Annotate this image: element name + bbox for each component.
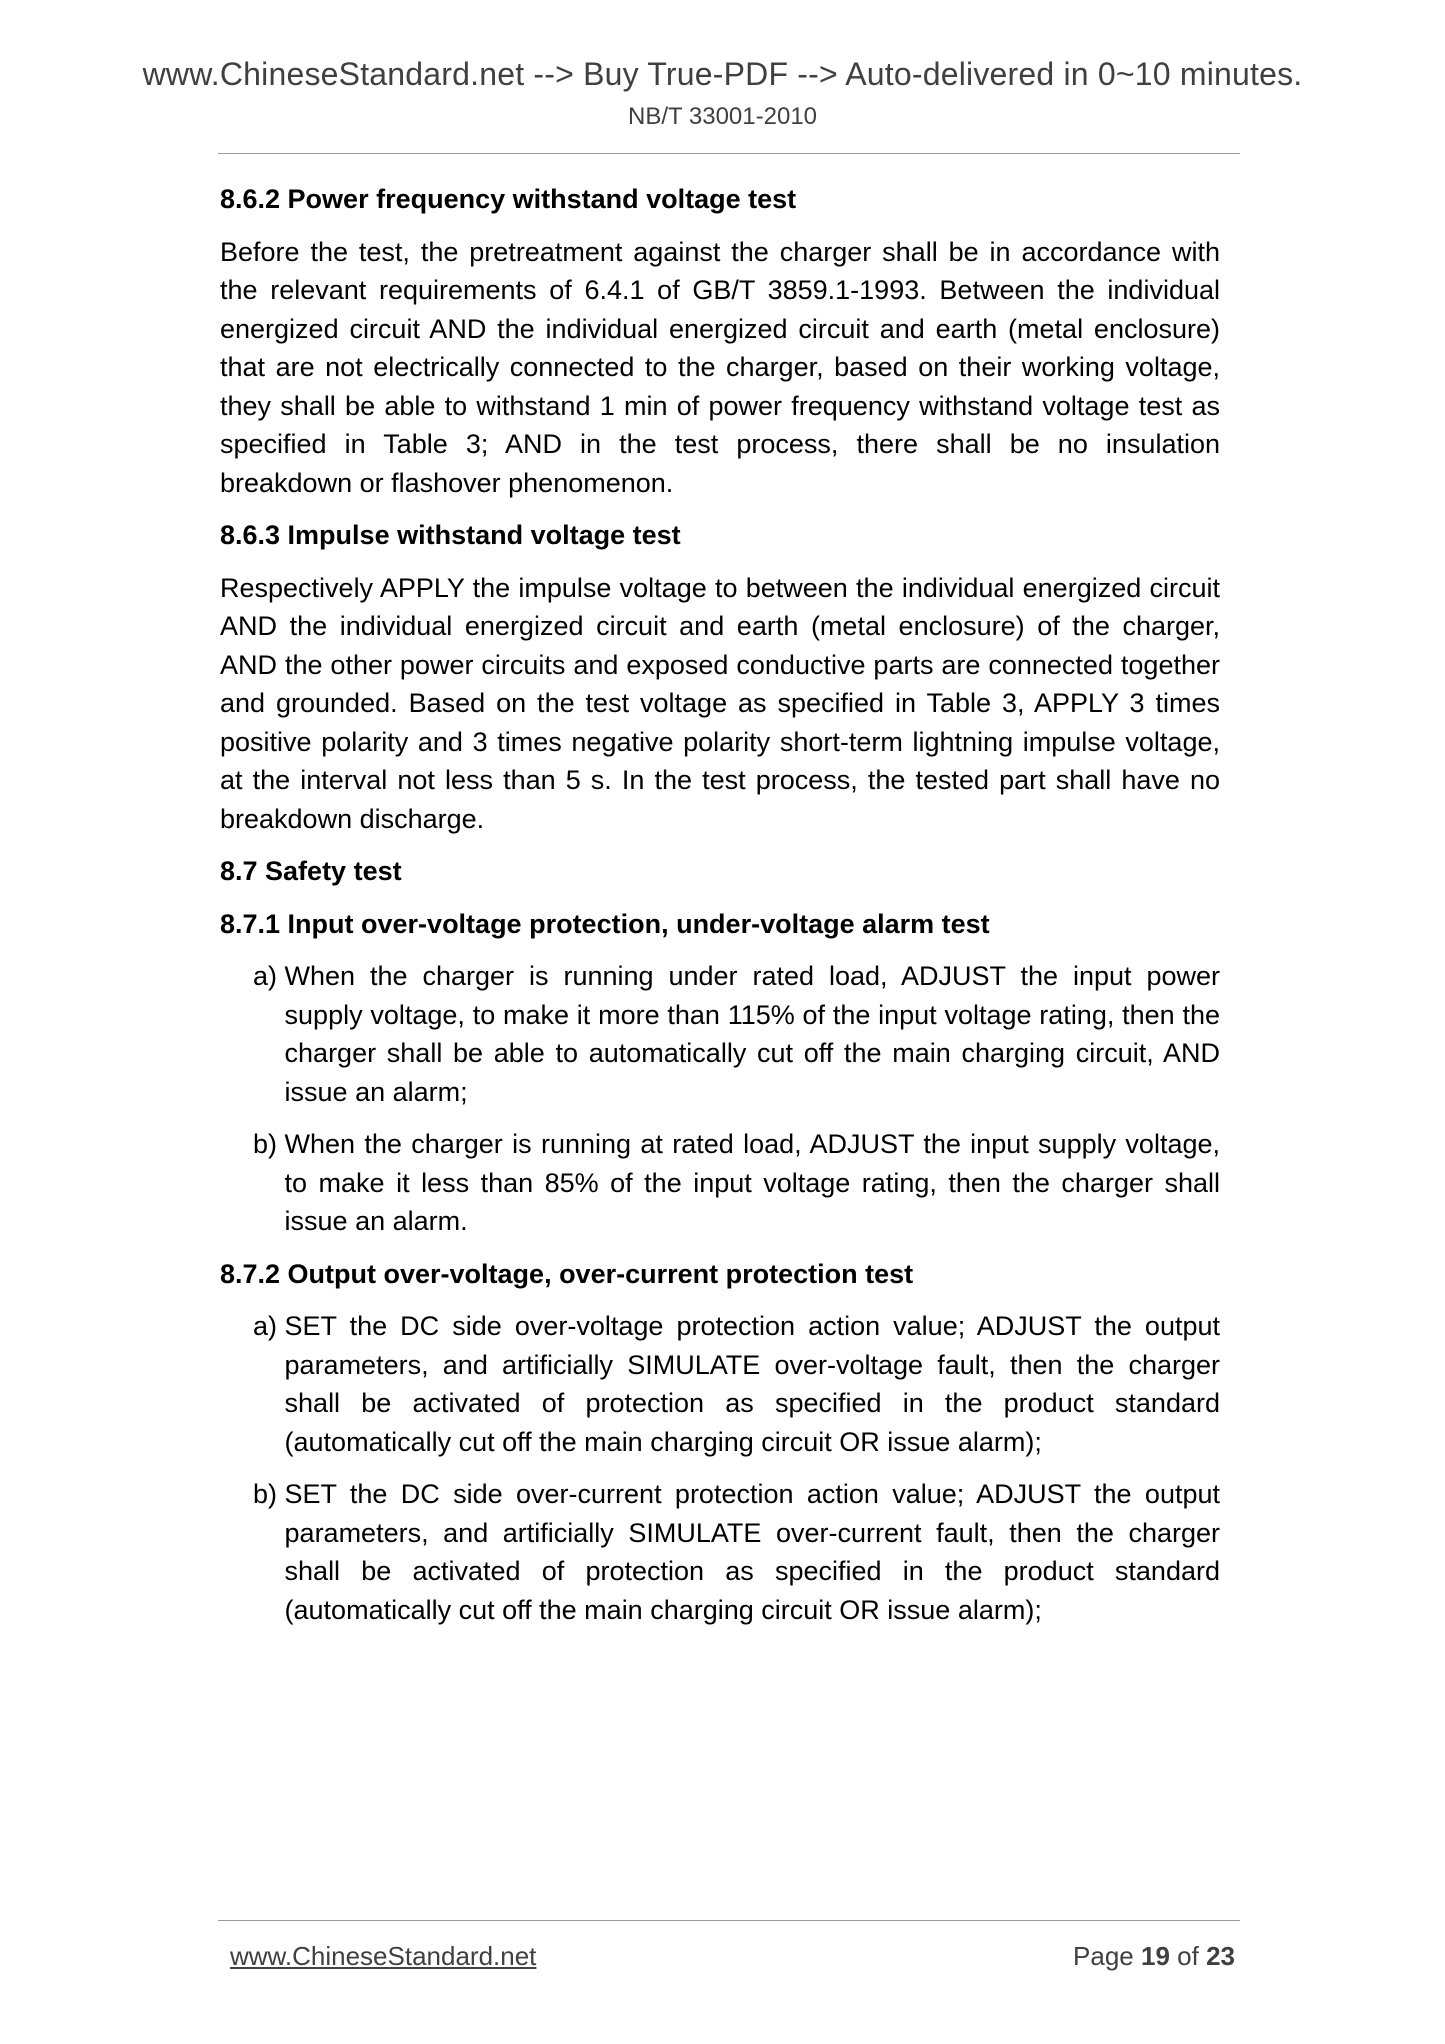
section-heading-8-7-2: 8.7.2 Output over-voltage, over-current protection test [220,1258,914,1289]
top-banner: www.ChineseStandard.net --> Buy True-PDF --> Auto-delivered in 0~10 minutes. [142,56,1303,92]
footer-divider [218,1920,1240,1921]
list-item-text: When the charger is running under rated load, ADJUST the input power supply voltage, to make it more than 115% of the input voltage rating, then the charger shall be able to automatically cut off the main charging circuit, AND issue an alarm; [284,961,1220,1107]
document-code: NB/T 33001-2010 [627,103,818,130]
list-marker: a) [253,961,278,991]
list-marker: b) [253,1129,278,1159]
section-heading-8-7: 8.7 Safety test [220,856,402,886]
page-current: 19 [1141,1941,1170,1971]
section-heading-8-6-2: 8.6.2 Power frequency withstand voltage test [220,184,797,214]
main-content [220,180,1220,1643]
page-total: 23 [1206,1941,1235,1971]
list-item [253,957,1220,1111]
list-item [253,1125,1220,1241]
page-of-word: of [1177,1941,1199,1971]
list-item [253,1475,1220,1629]
list-item-text: When the charger is running at rated load, ADJUST the input supply voltage, to make it less than 85% of the input voltage rating, then the charger shall issue an alarm. [284,1129,1220,1236]
list-item-text: SET the DC side over-current protection action value; ADJUST the output parameters, and artificially SIMULATE over-current fault, then the charger shall be activated of protection as specified in the product standard (automatically cut off the main charging circuit OR issue alarm); [284,1479,1220,1625]
footer-site-link[interactable]: www.ChineseStandard.net [230,1941,537,1971]
page-word: Page [1073,1941,1134,1971]
section-body-8-6-2: Before the test, the pretreatment against the charger shall be in accordance with the relevant requirements of 6.4.1 of GB/T 3859.1-1993. Between the individual energized circuit AND the individual energized circuit and earth (metal enclosure) that are not electrically connected to the charger, based on their working voltage, they shall be able to withstand 1 min of power frequency withstand voltage test as specified in Table 3; AND in the test process, there shall be no insulation breakdown or flashover phenomenon. [220,236,1220,498]
list-marker: b) [253,1479,278,1509]
list-item-text: SET the DC side over-voltage protection action value; ADJUST the output parameters, and artificially SIMULATE over-voltage fault, then the charger shall be activated of protection as specified in the product standard (automatically cut off the main charging circuit OR issue alarm); [284,1311,1220,1457]
section-heading-8-6-3: 8.6.3 Impulse withstand voltage test [220,520,681,550]
list-item [253,1307,1220,1461]
section-body-8-6-3: Respectively APPLY the impulse voltage to between the individual energized circuit AND the individual energized circuit and earth (metal enclosure) of the charger, AND the other power circuits and exposed conductive parts are connected together and grounded. Based on the test voltage as specified in Table 3, APPLY 3 times positive polarity and 3 times negative polarity short-term lightning impulse voltage, at the interval not less than 5 s. In the test process, the tested part shall have no breakdown discharge. [220,572,1220,834]
header-divider [218,153,1240,154]
section-heading-8-7-1: 8.7.1 Input over-voltage protection, under-voltage alarm test [220,908,990,939]
page-number [1073,1941,1235,1972]
list-marker: a) [253,1311,278,1341]
